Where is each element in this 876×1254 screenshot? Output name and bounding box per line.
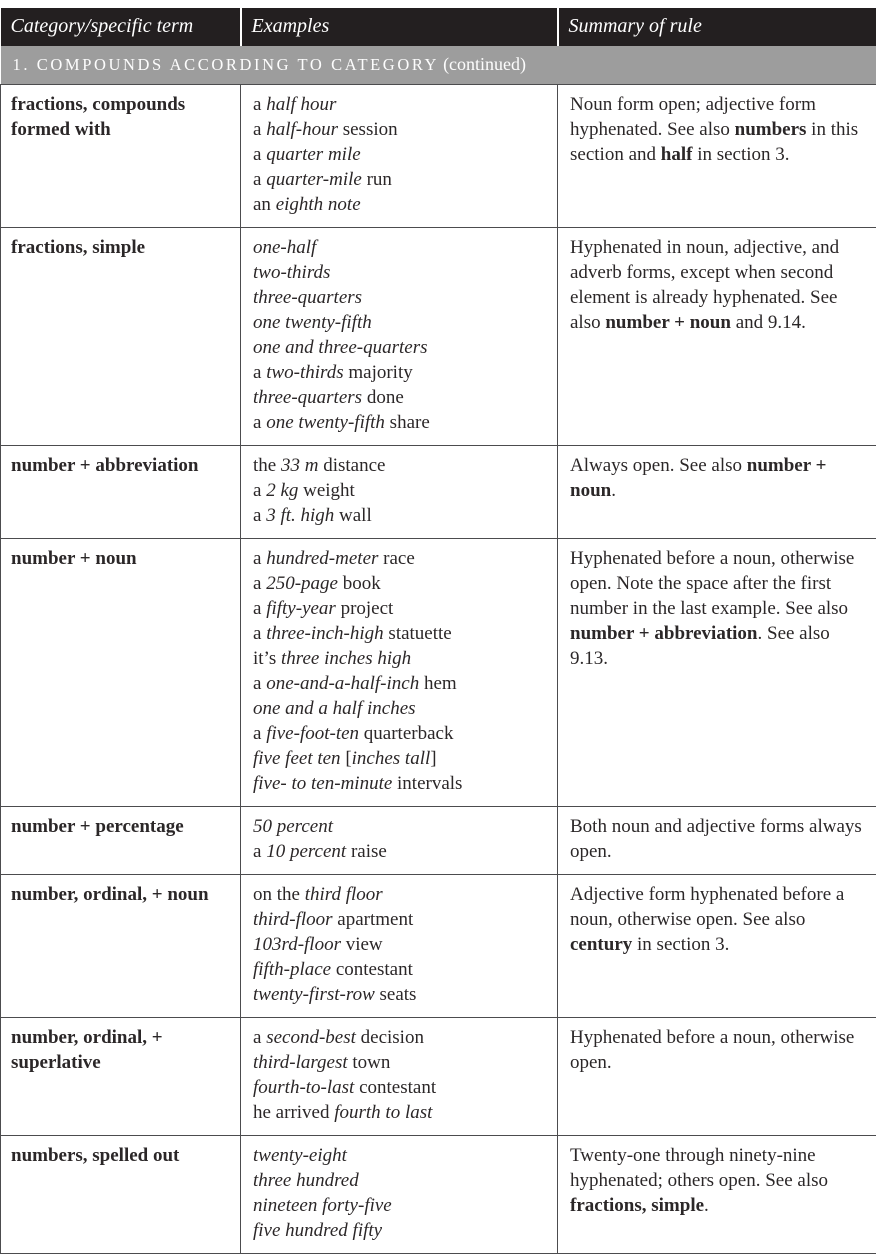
example-line: a 250-page book xyxy=(253,573,381,594)
example-line: one and a half inches xyxy=(253,698,416,719)
summary-text: Noun form open; adjective form hyphenated. See also numbers in this section and half in section 3. xyxy=(570,94,859,165)
example-line: a five-foot-ten quarterback xyxy=(253,723,454,744)
category-cell: fractions, compounds formed with xyxy=(1,85,241,228)
example-line: a one-and-a-half-inch hem xyxy=(253,673,457,694)
column-header-row xyxy=(1,8,876,46)
summary-cell xyxy=(558,1018,876,1136)
category-cell: numbers, spelled out xyxy=(1,1136,241,1254)
table-row xyxy=(1,228,876,446)
example-line: a 10 percent raise xyxy=(253,841,387,862)
example-line: third-floor apartment xyxy=(253,909,414,930)
examples-cell xyxy=(241,228,558,446)
col-header-examples: Examples xyxy=(241,8,558,46)
examples-cell xyxy=(241,1018,558,1136)
example-line: one and three-quarters xyxy=(253,337,428,358)
summary-text: Adjective form hyphenated before a noun, otherwise open. See also century in section 3. xyxy=(570,884,845,955)
summary-text: Hyphenated before a noun, otherwise open. xyxy=(570,1027,855,1073)
example-line: a 3 ft. high wall xyxy=(253,505,372,526)
category-cell: number + noun xyxy=(1,539,241,807)
summary-text: Hyphenated in noun, adjective, and adverb forms, except when second element is already hyphenated. See also number + noun and 9.14. xyxy=(570,237,840,333)
table-row xyxy=(1,446,876,539)
example-line: it’s three inches high xyxy=(253,648,412,669)
example-line: two-thirds xyxy=(253,262,331,283)
example-line: a quarter mile xyxy=(253,144,361,165)
example-line: five feet ten [inches tall] xyxy=(253,748,437,769)
example-line: an eighth note xyxy=(253,194,361,215)
examples-cell xyxy=(241,875,558,1018)
examples-cell xyxy=(241,539,558,807)
table-row xyxy=(1,85,876,228)
summary-cell xyxy=(558,807,876,875)
section-title: 1. COMPOUNDS ACCORDING TO CATEGORY xyxy=(12,55,440,74)
example-line: one-half xyxy=(253,237,317,258)
hyphenation-rules-table xyxy=(0,8,876,1254)
summary-text: Twenty-one through ninety-nine hyphenated; others open. See also fractions, simple. xyxy=(570,1145,829,1216)
category-cell: fractions, simple xyxy=(1,228,241,446)
example-line: a second-best decision xyxy=(253,1027,424,1048)
example-line: 50 percent xyxy=(253,816,334,837)
example-line: three-quarters xyxy=(253,287,363,308)
example-line: twenty-eight xyxy=(253,1145,347,1166)
examples-cell xyxy=(241,1136,558,1254)
summary-cell xyxy=(558,539,876,807)
col-header-category: Category/specific term xyxy=(1,8,241,46)
example-line: he arrived fourth to last xyxy=(253,1102,433,1123)
example-line: three-quarters done xyxy=(253,387,404,408)
example-line: a one twenty-fifth share xyxy=(253,412,430,433)
example-line: a three-inch-high statuette xyxy=(253,623,452,644)
summary-cell xyxy=(558,228,876,446)
examples-cell xyxy=(241,85,558,228)
example-line: five- to ten-minute intervals xyxy=(253,773,463,794)
example-line: a 2 kg weight xyxy=(253,480,355,501)
summary-cell xyxy=(558,875,876,1018)
section-continued-label: (continued) xyxy=(443,54,527,74)
example-line: twenty-first-row seats xyxy=(253,984,417,1005)
section-header-row xyxy=(1,46,876,85)
example-line: fourth-to-last contestant xyxy=(253,1077,437,1098)
example-line: a half-hour session xyxy=(253,119,398,140)
example-line: on the third floor xyxy=(253,884,383,905)
summary-cell xyxy=(558,446,876,539)
table-row xyxy=(1,1136,876,1254)
example-line: one twenty-fifth xyxy=(253,312,372,333)
example-line: a half hour xyxy=(253,94,337,115)
example-line: a fifty-year project xyxy=(253,598,394,619)
table-row xyxy=(1,539,876,807)
example-line: fifth-place contestant xyxy=(253,959,413,980)
examples-cell xyxy=(241,807,558,875)
category-cell: number + percentage xyxy=(1,807,241,875)
example-line: a quarter-mile run xyxy=(253,169,392,190)
example-line: three hundred xyxy=(253,1170,359,1191)
example-line: third-largest town xyxy=(253,1052,391,1073)
summary-cell xyxy=(558,1136,876,1254)
example-line: a two-thirds majority xyxy=(253,362,413,383)
example-line: a hundred-meter race xyxy=(253,548,415,569)
example-line: nineteen forty-five xyxy=(253,1195,392,1216)
table-row xyxy=(1,1018,876,1136)
category-cell: number, ordinal, + superlative xyxy=(1,1018,241,1136)
example-line: the 33 m distance xyxy=(253,455,386,476)
summary-cell xyxy=(558,85,876,228)
col-header-summary: Summary of rule xyxy=(558,8,876,46)
summary-text: Always open. See also number + noun. xyxy=(570,455,827,501)
summary-text: Both noun and adjective forms always open. xyxy=(570,816,862,862)
section-header xyxy=(1,46,876,85)
table-row xyxy=(1,875,876,1018)
example-line: 103rd-floor view xyxy=(253,934,383,955)
summary-text: Hyphenated before a noun, otherwise open. Note the space after the first number in the last example. See also number + abbreviation. See also 9.13. xyxy=(570,548,855,669)
example-line: five hundred fifty xyxy=(253,1220,383,1241)
table-row xyxy=(1,807,876,875)
category-cell: number + abbreviation xyxy=(1,446,241,539)
examples-cell xyxy=(241,446,558,539)
category-cell: number, ordinal, + noun xyxy=(1,875,241,1018)
